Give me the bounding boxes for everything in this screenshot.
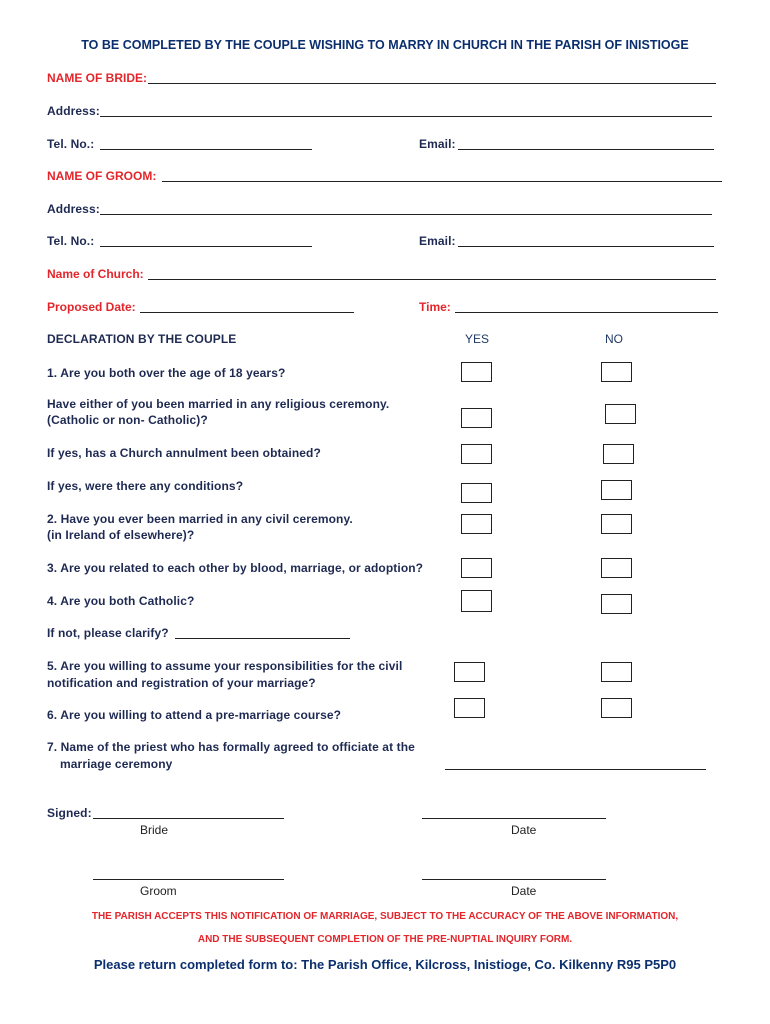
proposed-date-label: Proposed Date: xyxy=(47,300,136,314)
bride-email-field[interactable] xyxy=(458,149,714,150)
q7-text-line2: marriage ceremony xyxy=(60,757,173,771)
q1-yes-checkbox[interactable] xyxy=(461,362,492,382)
bride-email-label: Email: xyxy=(419,137,456,151)
church-name-label: Name of Church: xyxy=(47,267,144,281)
proposed-date-field[interactable] xyxy=(140,312,354,313)
q1b-no-checkbox[interactable] xyxy=(605,404,636,424)
q1-no-checkbox[interactable] xyxy=(601,362,632,382)
return-address: Please return completed form to: The Parish Office, Kilcross, Inistioge, Co. Kilkenny R95 P5P0 xyxy=(93,957,677,972)
q1c-yes-checkbox[interactable] xyxy=(461,444,492,464)
q1c-no-checkbox[interactable] xyxy=(603,444,634,464)
bride-name-label: NAME OF BRIDE: xyxy=(47,71,147,85)
q1b-text-line1: Have either of you been married in any religious ceremony. xyxy=(47,397,390,411)
groom-date-field[interactable] xyxy=(422,879,606,880)
q2-yes-checkbox[interactable] xyxy=(461,514,492,534)
q3-yes-checkbox[interactable] xyxy=(461,558,492,578)
q4b-clarify-field[interactable] xyxy=(175,638,350,639)
q2-no-checkbox[interactable] xyxy=(601,514,632,534)
time-label: Time: xyxy=(419,300,451,314)
q6-no-checkbox[interactable] xyxy=(601,698,632,718)
groom-signature-field[interactable] xyxy=(93,879,284,880)
groom-name-field[interactable] xyxy=(162,181,722,182)
date-caption-1: Date xyxy=(511,823,537,837)
q7-priest-name-field[interactable] xyxy=(445,769,706,770)
date-caption-2: Date xyxy=(511,884,537,898)
q1-text: 1. Are you both over the age of 18 years? xyxy=(47,366,286,380)
q5-text-line2: notification and registration of your marriage? xyxy=(47,676,316,690)
bride-caption: Bride xyxy=(140,823,169,837)
groom-tel-label: Tel. No.: xyxy=(47,234,95,248)
q3-text: 3. Are you related to each other by blood, marriage, or adoption? xyxy=(47,561,424,575)
q1b-text-line2: (Catholic or non- Catholic)? xyxy=(47,413,208,427)
q5-yes-checkbox[interactable] xyxy=(454,662,485,682)
bride-date-field[interactable] xyxy=(422,818,606,819)
q1d-text: If yes, were there any conditions? xyxy=(47,479,244,493)
q6-yes-checkbox[interactable] xyxy=(454,698,485,718)
q6-text: 6. Are you willing to attend a pre-marriage course? xyxy=(47,708,342,722)
church-name-field[interactable] xyxy=(148,279,716,280)
groom-email-label: Email: xyxy=(419,234,456,248)
bride-address-field[interactable] xyxy=(100,116,712,117)
groom-name-label: NAME OF GROOM: xyxy=(47,169,157,183)
q4-no-checkbox[interactable] xyxy=(601,594,632,614)
groom-tel-field[interactable] xyxy=(100,246,312,247)
bride-tel-field[interactable] xyxy=(100,149,312,150)
groom-caption: Groom xyxy=(140,884,177,898)
signed-label: Signed: xyxy=(47,806,92,820)
q4-text: 4. Are you both Catholic? xyxy=(47,594,195,608)
q1b-yes-checkbox[interactable] xyxy=(461,408,492,428)
q3-no-checkbox[interactable] xyxy=(601,558,632,578)
notice-line-2: AND THE SUBSEQUENT COMPLETION OF THE PRE-NUPTIAL INQUIRY FORM. xyxy=(197,934,573,945)
time-field[interactable] xyxy=(455,312,718,313)
declaration-heading: DECLARATION BY THE COUPLE xyxy=(47,332,237,346)
q5-text-line1: 5. Are you willing to assume your responsibilities for the civil xyxy=(47,659,403,673)
bride-tel-label: Tel. No.: xyxy=(47,137,95,151)
q1d-yes-checkbox[interactable] xyxy=(461,483,492,503)
q1d-no-checkbox[interactable] xyxy=(601,480,632,500)
groom-email-field[interactable] xyxy=(458,246,714,247)
q7-text-line1: 7. Name of the priest who has formally agreed to officiate at the xyxy=(47,740,415,754)
bride-signature-field[interactable] xyxy=(93,818,284,819)
q4b-text: If not, please clarify? xyxy=(47,626,169,640)
bride-name-field[interactable] xyxy=(148,83,716,84)
q2-text-line2: (in Ireland of elsewhere)? xyxy=(47,528,195,542)
q1c-text: If yes, has a Church annulment been obtained? xyxy=(47,446,321,460)
groom-address-field[interactable] xyxy=(100,214,712,215)
q5-no-checkbox[interactable] xyxy=(601,662,632,682)
no-column-header: NO xyxy=(605,332,623,346)
bride-address-label: Address: xyxy=(47,104,100,118)
groom-address-label: Address: xyxy=(47,202,100,216)
q4-yes-checkbox[interactable] xyxy=(461,590,492,612)
q2-text-line1: 2. Have you ever been married in any civil ceremony. xyxy=(47,512,353,526)
form-title: TO BE COMPLETED BY THE COUPLE WISHING TO MARRY IN CHURCH IN THE PARISH OF INISTIOGE xyxy=(81,38,689,52)
notice-line-1: THE PARISH ACCEPTS THIS NOTIFICATION OF MARRIAGE, SUBJECT TO THE ACCURACY OF THE ABOVE INFORMATION, xyxy=(91,911,679,922)
yes-column-header: YES xyxy=(465,332,490,346)
